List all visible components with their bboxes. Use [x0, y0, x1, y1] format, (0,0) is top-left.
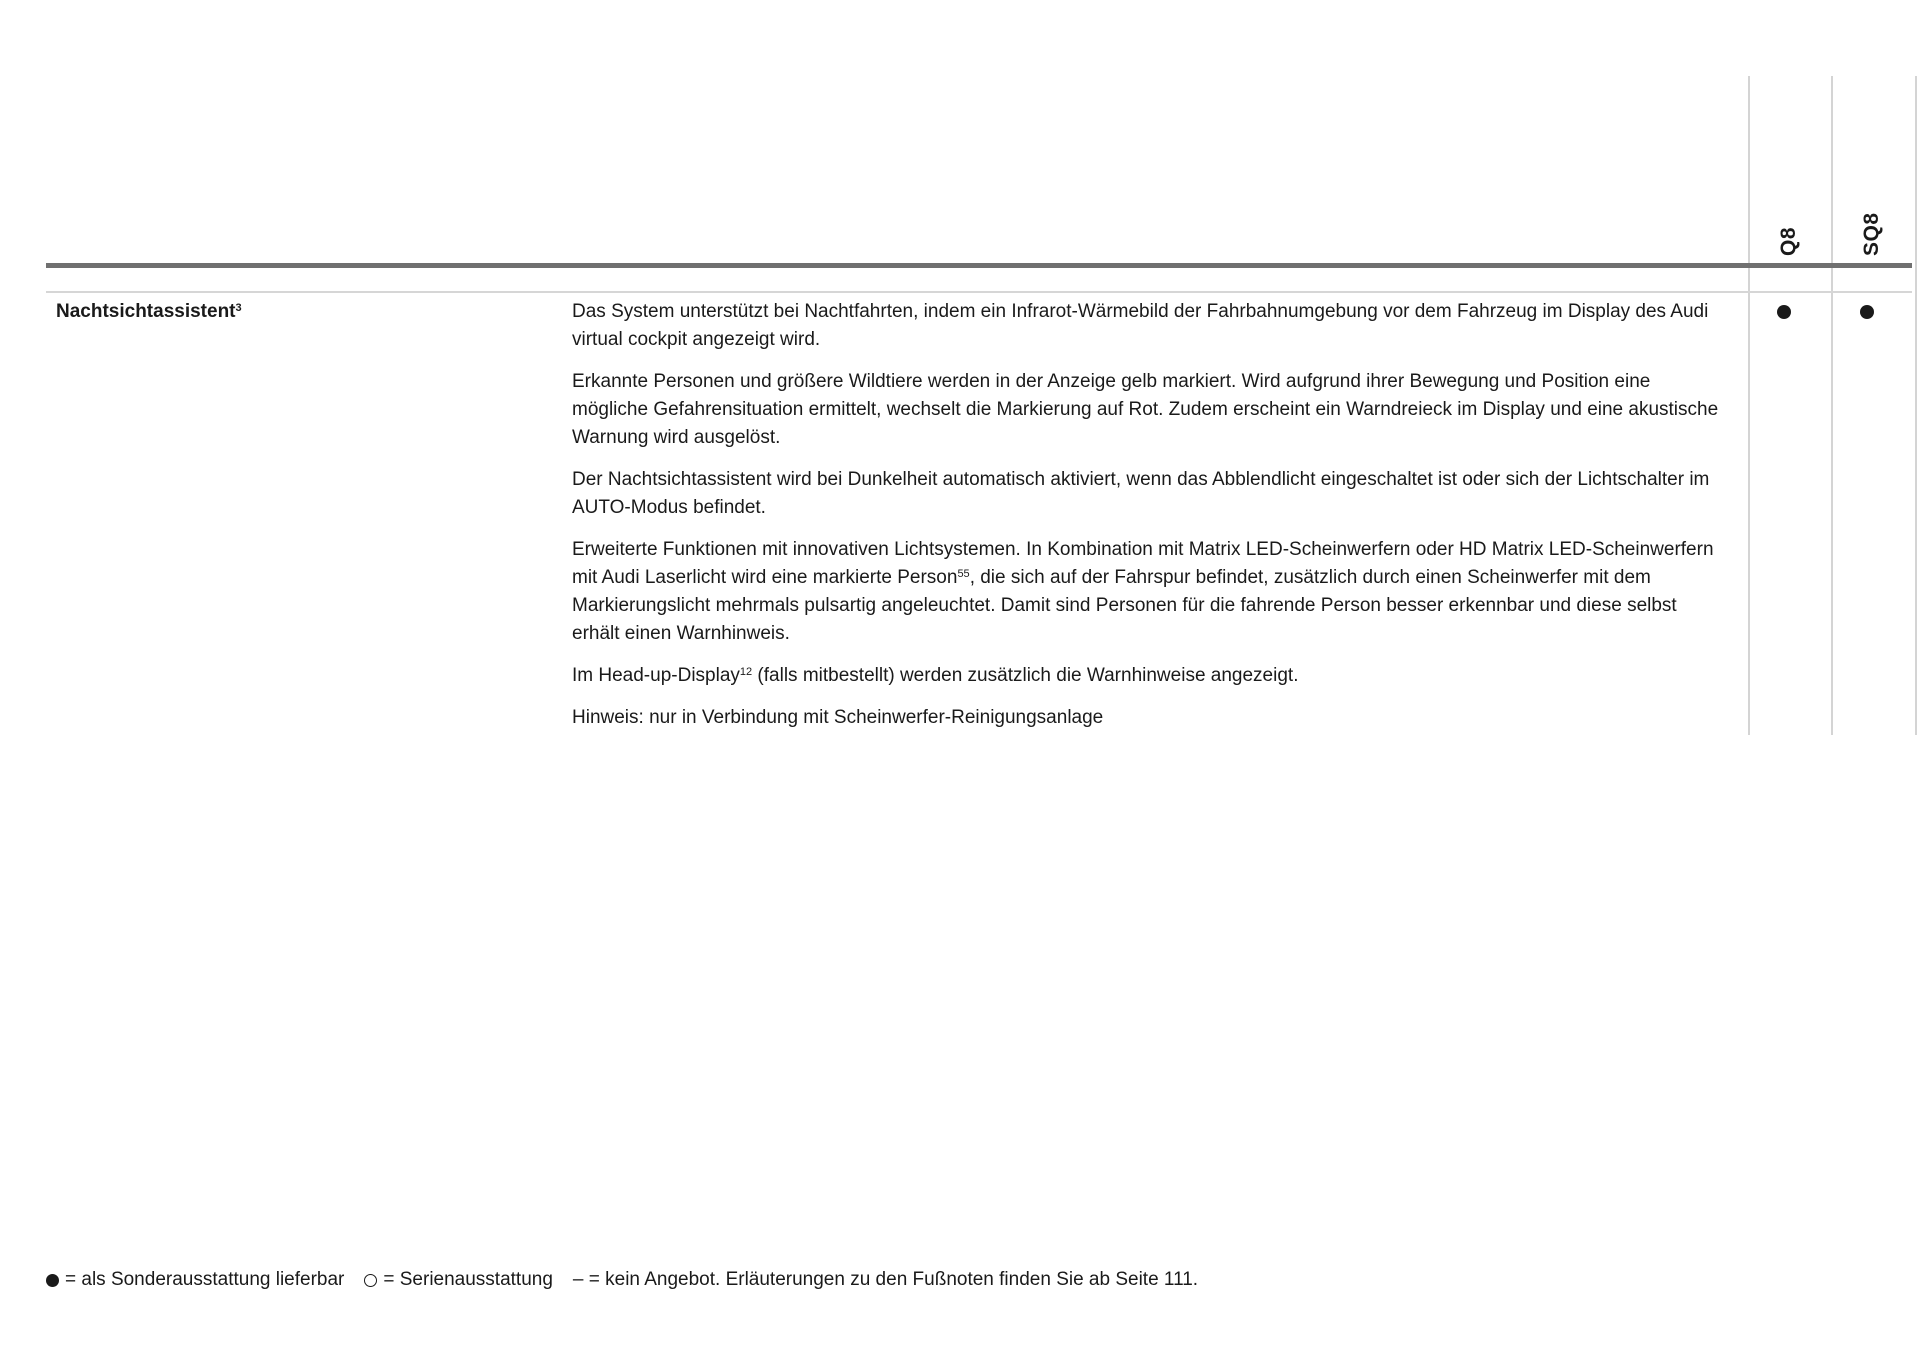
description-paragraph: Der Nachtsichtassistent wird bei Dunkelheit automatisch aktiviert, wenn das Abblendlicht eingeschaltet ist oder sich der Lichtschalter im AUTO-Modus befindet. — [572, 469, 1710, 518]
description-paragraph: Das System unterstützt bei Nachtfahrten, indem ein Infrarot-Wärmebild der Fahrbahnumgebung vor dem Fahrzeug im Display des Audi virtual cockpit angezeigt wird. — [572, 301, 1709, 350]
availability-optional-dot-sq8 — [1860, 305, 1874, 319]
row-divider — [46, 291, 1912, 293]
description-paragraph: Hinweis: nur in Verbindung mit Scheinwerfer-Reinigungsanlage — [572, 707, 1104, 728]
column-header-q8: Q8 — [1777, 226, 1800, 256]
feature-footnote: 3 — [235, 302, 242, 314]
empty-circle-icon — [364, 1274, 377, 1287]
availability-optional-dot-q8 — [1777, 305, 1791, 319]
legend-optional: = als Sonderausstattung lieferbar — [65, 1269, 345, 1290]
legend-standard: = Serienausstattung — [383, 1269, 553, 1290]
description-text: Im Head-up-Display — [572, 665, 740, 686]
description-text: , die sich auf der Fahrspur befindet, zusätzlich durch einen Scheinwerfer mit dem Markierungslicht mehrmals pulsartig angeleuchtet. Damit sind Personen für die fahrende Person besser erkennbar und diese selbst erhält einen Warnhinweis. — [572, 567, 1677, 644]
legend-none: – = kein Angebot. Erläuterungen zu den Fußnoten finden Sie ab Seite 111. — [572, 1269, 1199, 1290]
description-text: (falls mitbestellt) werden zusätzlich die Warnhinweise angezeigt. — [752, 665, 1299, 686]
footnote-ref: 12 — [739, 666, 753, 678]
description-paragraph — [572, 536, 1722, 648]
legend — [46, 1266, 1198, 1294]
header-divider — [46, 263, 1912, 268]
feature-name-text: Nachtsichtassistent — [56, 301, 236, 322]
column-q8 — [1748, 76, 1832, 735]
feature-description — [572, 298, 1722, 746]
footnote-ref: 55 — [957, 568, 970, 580]
description-paragraph: Erkannte Personen und größere Wildtiere werden in der Anzeige gelb markiert. Wird aufgrund ihrer Bewegung und Position eine mögliche Gefahrensituation ermittelt, wechselt die Markierung auf Rot. Zudem erscheint ein Warndreieck im Display und eine akustische Warnung wird ausgelöst. — [572, 371, 1719, 448]
column-sq8 — [1831, 76, 1917, 735]
column-header-sq8: SQ8 — [1860, 212, 1883, 256]
filled-circle-icon — [46, 1274, 59, 1287]
feature-name — [56, 298, 242, 326]
description-paragraph — [572, 662, 1722, 690]
description-text: Erweiterte Funktionen mit innovativen Lichtsystemen. In Kombination mit Matrix LED-Scheinwerfern oder HD Matrix LED-Scheinwerfern mit Audi Laserlicht wird eine markierte Person — [572, 539, 1714, 588]
